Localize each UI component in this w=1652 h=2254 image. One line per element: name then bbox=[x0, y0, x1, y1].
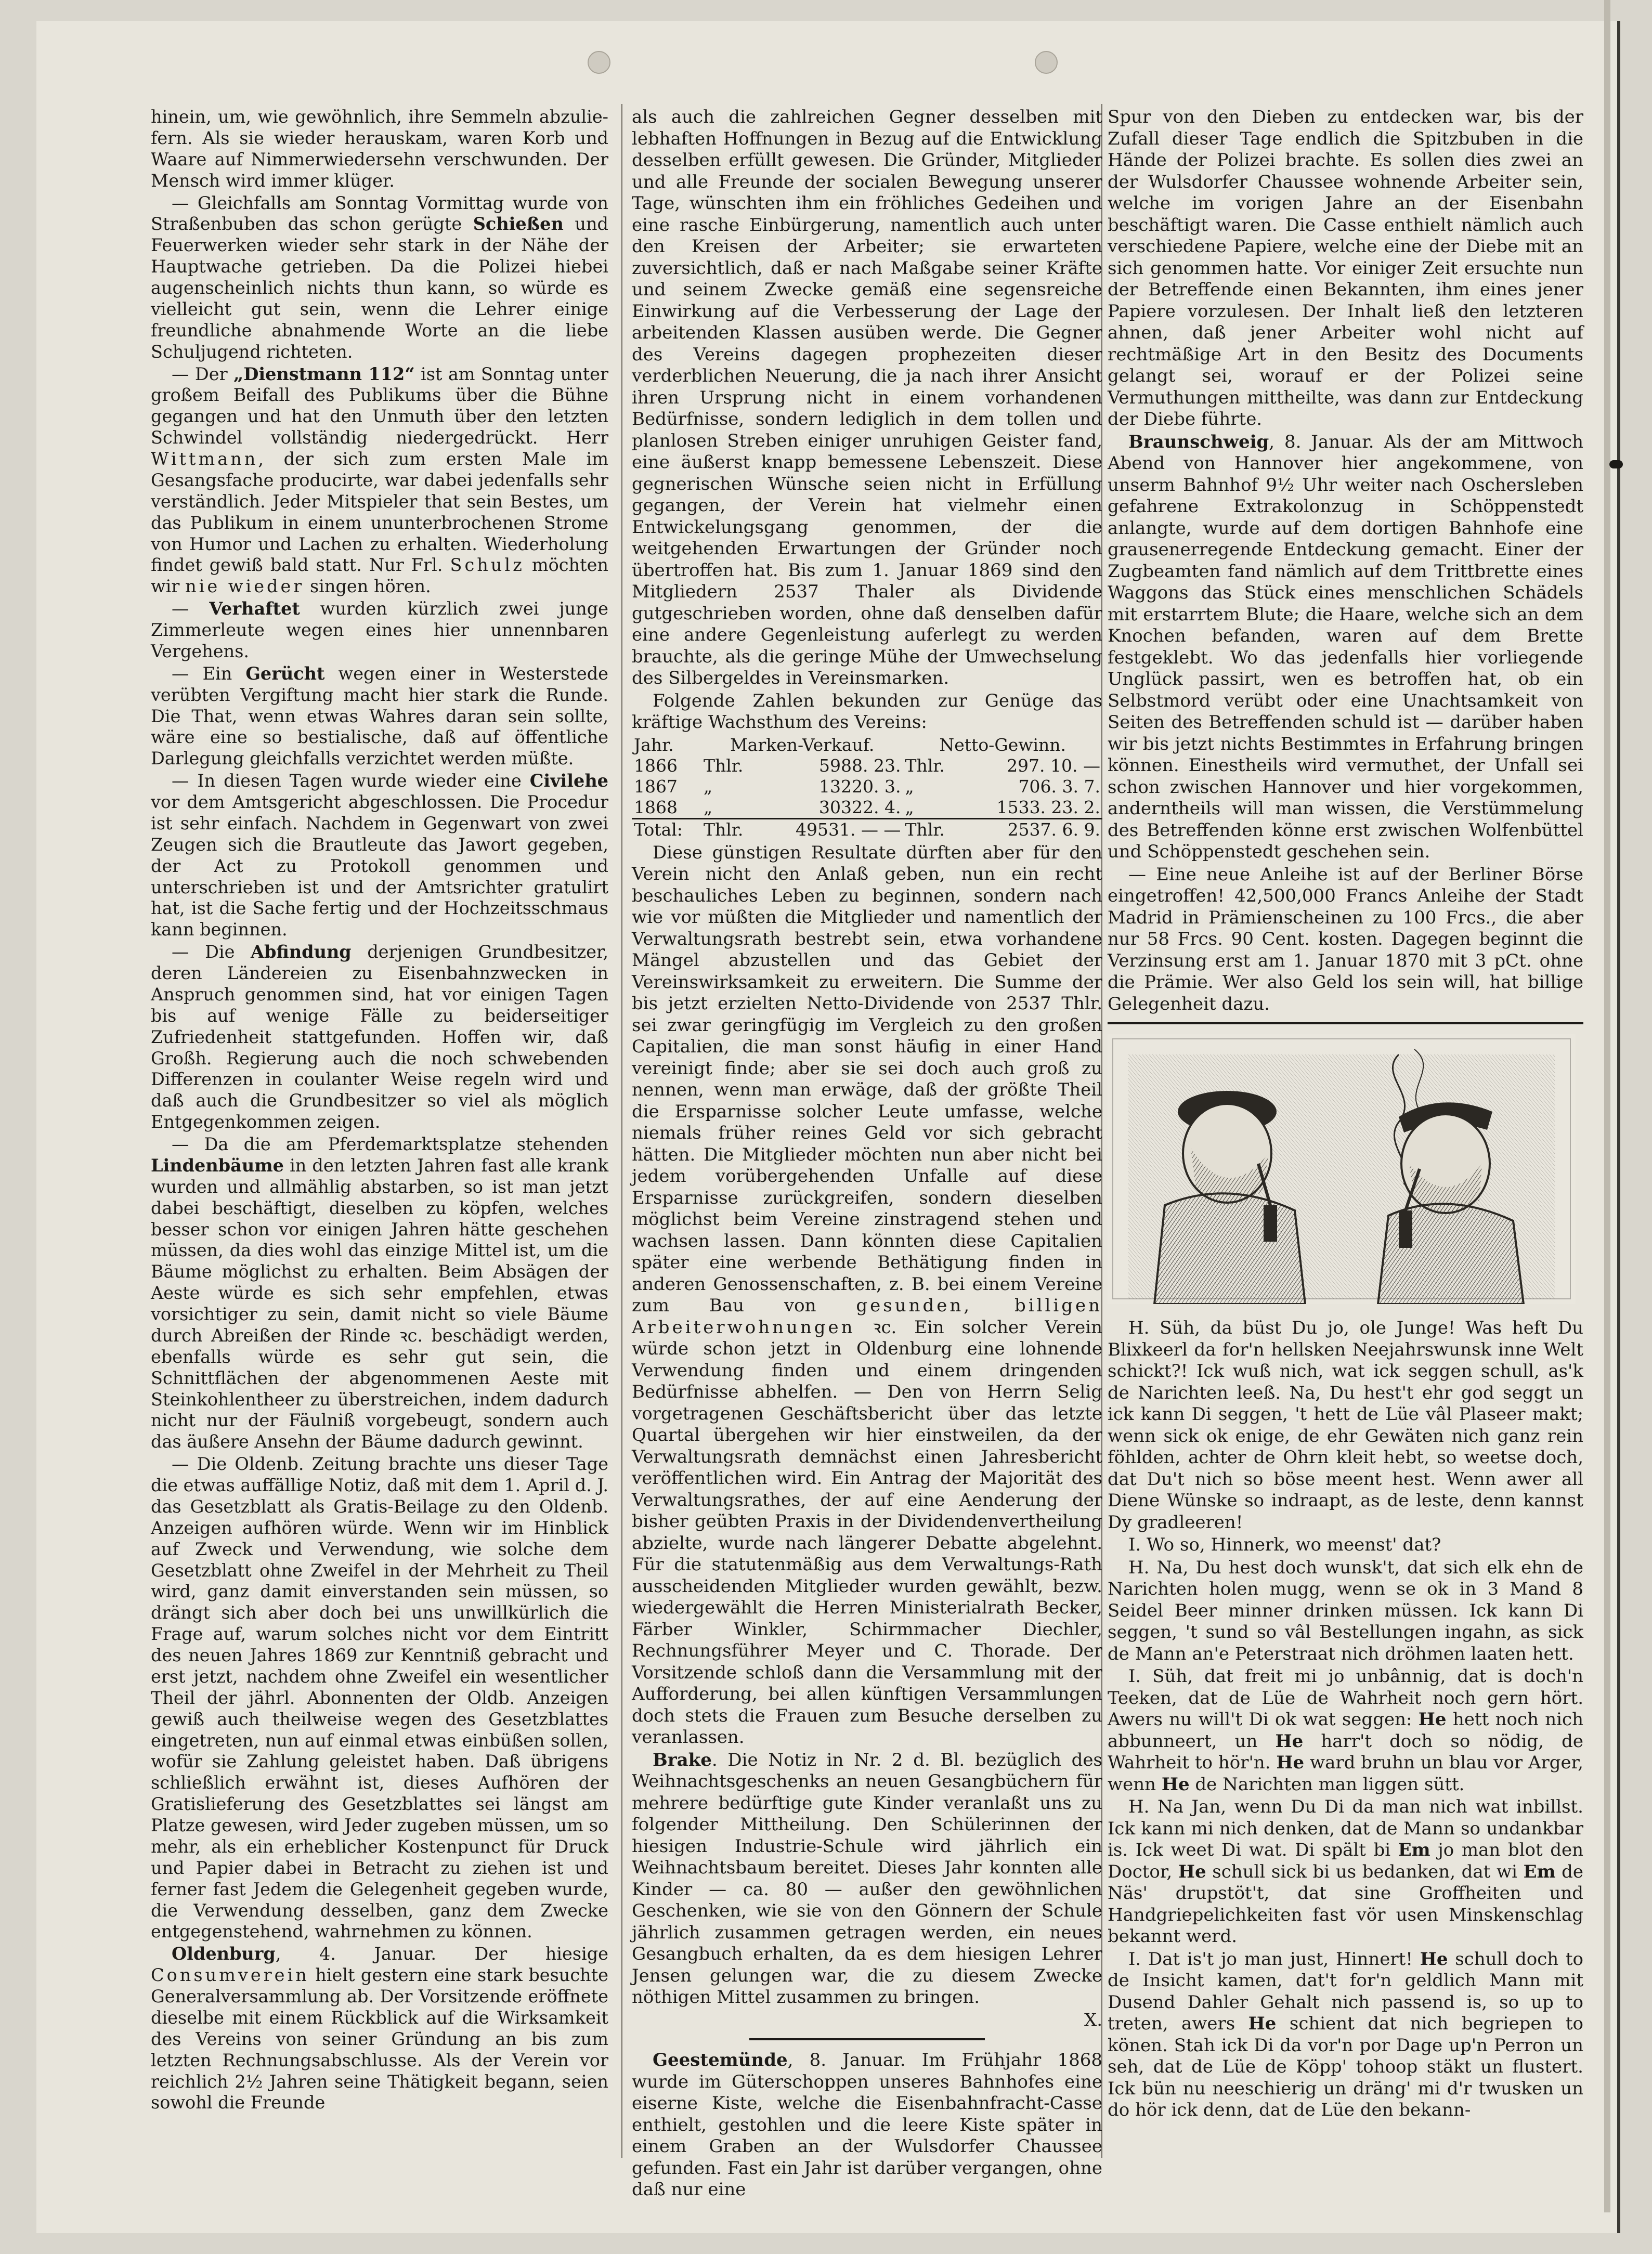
table-cell: 1866 bbox=[634, 755, 678, 776]
text: , 8. Januar. Im Frühjahr 1868 wurde im Güterschoppen unseres Bahnhofes eine eiserne Kiste, welche die Eisenbahnfracht-Casse enthielt, gestohlen und die leere Kiste später in einem Graben an der Wulsdorfer Chaussee gefunden. Fast ein Jahr ist darüber vergangen, ohne daß nur eine bbox=[632, 2050, 1102, 2200]
text: hett noch nich abbunneert, un bbox=[1108, 1709, 1583, 1752]
text: I. Süh, dat freit mi jo unbânnig, dat is doch'n Teeken, dat de Lüe de Wahrheit noch gern hört. Awers nu will't Di ok wat seggen: bbox=[1108, 1666, 1583, 1730]
text: möchten wir bbox=[151, 555, 608, 597]
dialogue-line bbox=[1108, 1796, 1583, 1948]
text: schull doch to de Insicht kamen, dat't for'n geldlich Mann mit Dusend Dahler Gehalt nich passend is, so up to treten, awers bbox=[1108, 1948, 1584, 2034]
text: — Der bbox=[172, 363, 234, 384]
paragraph: als auch die zahlreichen Gegner desselben mit lebhaften Hoffnungen in Bezug auf die Entwicklung desselben erfüllt gewesen. Die Gründer, Mitglieder und alle Freunde der socialen Bewegung unserer Tage, wünschten ihm ein fröhliches Gedeihen und eine rasche Einbürgerung, namentlich auch unter den Kreisen der Arbeiter; sie erwarteten zuversichtlich, daß er nach Maßgabe seiner Kräfte und seinem Zwecke gemäß eine segensreiche Einwirkung auf die Verbesserung der Lage der arbeitenden Klassen ausüben werde. Die Gegner des Vereins dagegen prophezeiten dieser verderblichen Neuerung, die ja nach ihrer Ansicht ihren Ursprung nicht in einem vorhandenen Bedürfnisse, sondern lediglich in dem tollen und planlosen Streben einiger unruhigen Geister fand, eine äußerst knapp bemessene Lebenszeit. Diese gegnerischen Wünsche seien nicht in Erfüllung gegangen, der Verein hat vielmehr einen Entwickelungsgang genommen, der die weitgehenden Erwartungen der Gründer noch übertroffen hat. Bis zum 1. Januar 1869 sind den Mitgliedern 2537 Thaler als Dividende gutgeschrieben worden, ohne daß denselben dafür eine andere Gegenleistung auferlegt zu werden brauchte, als die geringe Mühe der Umwechselung des Silbergeldes in Vereinsmarken. bbox=[632, 107, 1102, 688]
text: ꝛc. Ein solcher Verein würde schon jetzt in Oldenburg eine lohnende Verwendung finden und einem dringenden Bedürfnisse abhelfen. — Den von Herrn Selig vorgetragenen Geschäftsbericht über das letzte Quartal übergehen wir hier einstweilen, da der Verwaltungsrath demnächst einen Jahresbericht veröffentlichen wird. Ein Antrag der Majorität des Verwaltungsrathes, der auf eine Aenderung der bisher geübten Praxis in der Dividendenvertheilung abzielte, wurde nach längerer Debatte abgelehnt. Für die statutenmäßig aus dem Verwaltungs-Rath ausscheidenden Mitglieder wurden gewählt, bezw. wiedergewählt die Herren Ministerialrath Becker, Färber Winkler, Schirmmacher Diechler, Rechnungsführer Meyer und C. Thorade. Der Vorsitzende schloß dann die Versammlung mit der Aufforderung, bei allen künftigen Versammlungen doch stets die Frauen zum Besuche derselben zu veranlassen. bbox=[632, 1317, 1102, 1748]
table-cell: 1533. 23. 2. bbox=[996, 797, 1100, 817]
dialogue-line: H. Na, Du hest doch wunsk't, dat sich elk ehn de Narichten holen mugg, wenn se ok in 3 Mand 8 Seidel Beer minner drinken müssen. Ick kann Di seggen, 't sund so vâl Bestellungen ingahn, as sick de Mann an'e Peterstraat nich dröhmen laaten hett. bbox=[1108, 1557, 1583, 1664]
article-gesetzblatt: — Die Oldenb. Zeitung brachte uns dieser Tage die etwas auffällige Notiz, daß mit dem 1. April d. J. das Gesetzblatt als Gratis-Beilage zu den Oldenb. Anzeigen aufhören würde. Wenn wir im Hinblick auf Zweck und Verwendung, wie solche dem Gesetzblatt ohne Zweifel in der Mehrheit zu Theil wird, ganz damit einverstanden sein müssen, so drängt sich aber doch bei uns unwillkürlich die Frage auf, warum solches nicht vor dem Eintritt des neuen Jahres 1869 zur Kenntniß gebracht und erst jetzt, nachdem ohne Zweifel ein wesentlicher Theil der jährl. Abonnenten der Oldb. Anzeigen gewiß auch theilweise wegen des Gesetzblattes eingetreten, nun auf einmal etwas einbüßen sollen, wofür sie Zahlung geleistet haben. Daß übrigens schließlich erwähnt ist, dieses Aufhören der Gratislieferung des Gesetzblattes sei längst am Platze gewesen, wird Jeder zugeben müssen, um so mehr, als ein erheblicher Kostenpunct für Druck und Papier dabei in Betracht zu ziehen ist und ferner fast Jedem die Gelegenheit gegeben wurde, die Verwendung desselben, ganz dem Zwecke entgegenstehend, wahrnehmen zu können. bbox=[151, 1454, 608, 1942]
text: , 4. Januar. Der hiesige bbox=[275, 1944, 608, 1964]
engraving-illustration bbox=[1108, 1034, 1576, 1304]
dateline: Oldenburg bbox=[172, 1944, 276, 1964]
text: — In diesen Tagen wurde wieder eine bbox=[172, 771, 530, 791]
binding-hole bbox=[1035, 51, 1058, 74]
article-oldenburg bbox=[151, 1944, 608, 2114]
table-total-row bbox=[632, 818, 1102, 840]
table-cell: 1867 bbox=[634, 776, 678, 797]
binding-hole bbox=[588, 51, 610, 74]
table-cell: 297. 10. — bbox=[1007, 755, 1100, 776]
text: I. Dat is't jo man just, Hinnert! bbox=[1128, 1948, 1420, 1970]
text: vor dem Amtsgericht abgeschlossen. Die Procedur ist sehr einfach. Nachdem in Gegenwart von zwei Zeugen sich die Brautleute das Jawort gegeben, der Act zu Protokoll genommen und unterschrieben ist und der Amtsrichter gratulirt hat, ist die Sache fertig und der Hochzeitsschmaus kann beginnen. bbox=[151, 792, 608, 940]
article-abfindung bbox=[151, 942, 608, 1133]
text: wegen einer in Westerstede verübten Vergiftung macht hier stark die Runde. Die That, wenn etwas Wahres daran sein sollte, wäre eine so bestialische, daß auf öffentliche Darlegung gleichfalls verzichtet werden müßte. bbox=[151, 663, 609, 769]
column-2 bbox=[632, 107, 1102, 2202]
headword: „Dienstmann 112“ bbox=[233, 363, 415, 384]
paragraph: Spur von den Dieben zu entdecken war, bis der Zufall dieser Tage endlich die Spitzbuben in die Hände der Polizei brachte. Es sollen dies zwei an der Wulsdorfer Chaussee wohnende Arbeiter sein, welche im vorigen Jahre an der Eisenbahn beschäftigt waren. Die Casse enthielt nämlich auch verschiedene Papiere, welche eine der Diebe mit an sich genommen hatte. Vor einiger Zeit ersuchte nun der Betreffende einen Bekannten, ihm eines jener Papiere vorzulesen. Der Inhalt ließ den letzteren ahnen, daß jener Arbeiter wohl nicht auf rechtmäßige Art in den Besitz des Documents gelangt sei, worauf er der Polizei seine Vermuthungen mittheilte, was dann zur Entdeckung der Diebe führte. bbox=[1108, 107, 1583, 429]
article-civilehe bbox=[151, 771, 608, 941]
text: jo man blot den Doctor, bbox=[1108, 1840, 1583, 1882]
text: in den letzten Jahren fast alle krank wurden und allmählig abstarben, so ist man jetzt dabei beschäftigt, dieselben zu köpfen, welches besser schon vor einigen Jahren hätte geschehen müssen, da dies wohl das einzige Mittel ist, um die Bäume möglichst zu erhalten. Beim Absägen der Aeste würde es sich sehr empfehlen, etwas vorsichtiger zu sein, damit nicht so viele Bäume durch Abreißen der Rinde ꝛc. beschädigt werden, ebenfalls würde es sehr gut sein, die Schnittflächen der abgenommenen Aeste mit Steinkohlentheer zu überstreichen, indem dadurch nicht nur der Fäulniß vorgebeugt, sondern auch das äußere Ansehn der Bäume dadurch gewinnt. bbox=[151, 1155, 608, 1452]
table-cell: 5988. 23. bbox=[818, 755, 901, 776]
text: singen hören. bbox=[304, 576, 431, 597]
emphasis: He bbox=[1420, 1948, 1448, 1970]
dialogue-line: H. Süh, da büst Du jo, ole Junge! Was heft Du Blixkeerl da for'n hellsken Neejahrswunsk inne Welt schickt?! Ick wuß nich, wat ick seggen schull, as'k de Narichten leeß. Na, Du hest't ehr god seggt un ick kann Di seggen, 't hett de Lüe vâl Plaseer makt; wenn sick ok enige, de ehr Gewäten nich ganz rein föhlden, achter de Ohrn kleit hebt, so weetse doch, dat Du't nich so böse meent hest. Wenn awer all Diene Wünske so indraapt, as de leste, denn kannst Dy gradleeren! bbox=[1108, 1318, 1583, 1533]
table-cell: „ bbox=[703, 797, 713, 817]
paragraph: hinein, um, wie gewöhnlich, ihre Semmeln abzulie-fern. Als sie wieder herauskam, waren Korb und Waare auf Nimmerwiedersehn verschwunden. Der Mensch wird immer klüger. bbox=[151, 107, 608, 191]
paragraph bbox=[632, 842, 1102, 1749]
edge-tab-mark bbox=[1609, 460, 1623, 468]
divider bbox=[1108, 1022, 1583, 1024]
article-lindenbaeume bbox=[151, 1134, 608, 1453]
emphasis: gesunden, billigen Arbeiterwohnungen bbox=[632, 1295, 1103, 1338]
table-cell: „ bbox=[703, 776, 713, 797]
text: , der sich zum ersten Male im Gesangsfache producirte, war dabei jedenfalls sehr verständlich. Jeder Mitspieler that sein Bestes, um das Publikum in einem ununterbrochenen Strome von Humor und Lachen zu erhalten. Wiederholung findet gewiß bald statt. Nur Frl. bbox=[151, 449, 608, 576]
emphasis: Em bbox=[1398, 1840, 1430, 1860]
text: Diese günstigen Resultate dürften aber für den Verein nicht den Anlaß geben, nun ein recht beschauliches Leben zu beginnen, sondern nach wie vor müßten die Mitglieder und namentlich der Verwaltungsrath bestrebt sein, etwa vorhandene Mängel abzustellen und das Gebiet der Vereinswirksamkeit zu erweitern. Die Summe der bis jetzt erzielten Netto-Dividende von 2537 Thlr. sei zwar geringfügig im Vergleich zu den großen Capitalien, die man sonst häufig in einer Hand vereinigt finde; aber sie sei doch auch groß zu nennen, wenn man erwäge, daß der größte Theil die Ersparnisse solcher Leute umfasse, welche niemals früher reines Geld vor sich gebracht hätten. Die Mitglieder möchten nun aber nicht bei jedem vorübergehenden Unfalle auf diese Ersparnisse zurückgreifen, sondern dieselben möglichst beim Vereine zinstragend stehen und wachsen lassen. Dann könnten diese Capitalien später eine werbende Bethätigung finden in anderen Genossenschaften, z. B. bei einem Vereine zum Bau von bbox=[632, 842, 1102, 1316]
table-cell: Thlr. bbox=[703, 755, 744, 776]
headword: Civilehe bbox=[529, 771, 608, 791]
text: H. Na Jan, wenn Du Di da man nich wat inbillst. Ick kann mi nich denken, dat de Mann so undankbar is. Ick weet Di wat. Di spält bi bbox=[1108, 1796, 1583, 1860]
table-cell: Thlr. bbox=[905, 755, 945, 776]
table-cell: Thlr. bbox=[903, 818, 960, 840]
emphasis: Em bbox=[1523, 1861, 1556, 1882]
text: ist am Sonntag unter großem Beifall des Publikums über die Bühne gegangen und hat den Unmuth über den letzten Schwindel vollständig niedergedrückt. Herr bbox=[151, 363, 609, 448]
emphasis: He bbox=[1418, 1709, 1447, 1730]
column-1 bbox=[151, 107, 608, 2115]
dateline: Braunschweig bbox=[1128, 431, 1269, 452]
headword: Gerücht bbox=[245, 663, 325, 684]
table-row bbox=[632, 776, 1102, 797]
table-cell: 706. 3. 7. bbox=[1018, 776, 1100, 797]
text: schull sick bi us bedanken, dat wi bbox=[1206, 1861, 1524, 1882]
dateline: Brake bbox=[653, 1749, 712, 1770]
dialogue-line: I. Wo so, Hinnerk, wo meenst' dat? bbox=[1128, 1534, 1441, 1555]
text: hielt gestern eine stark besuchte Generalversammlung ab. Der Vorsitzende eröffnete dieselbe mit einem Rückblick auf die Wirksamkeit des Vereins von seiner Gründung an bis zum letzten Rechnungsabschlusse. Als der Verein vor reichlich 2½ Jahren seine Thätigkeit begann, seien sowohl die Freunde bbox=[151, 1965, 608, 2113]
article-braunschweig bbox=[1108, 432, 1583, 863]
table-header-row bbox=[632, 735, 1102, 755]
person-name: Schulz bbox=[450, 555, 525, 576]
signature: X. bbox=[1084, 2009, 1102, 2030]
text: — bbox=[172, 598, 210, 619]
divider bbox=[749, 2038, 985, 2040]
column-rule bbox=[621, 104, 622, 2158]
text: und Feuerwerken wieder sehr stark in der Nähe der Hauptwache getrieben. Da die Polizei hiebei augenscheinlich nichts thun kann, so würde es vielleicht gut sein, wenn die Lehrer einige freundliche abnahmende Worte an die liebe Schuljugend richteten. bbox=[151, 214, 608, 362]
table-cell: 30322. 4. bbox=[818, 797, 901, 817]
headword: Lindenbäume bbox=[151, 1155, 284, 1176]
article-dienstmann bbox=[151, 364, 608, 598]
text: — Gleichfalls am Sonntag Vormittag wurde von Straßenbuben das schon gerügte bbox=[151, 192, 608, 234]
article-anleihe: — Eine neue Anleihe ist auf der Berliner Börse eingetroffen! 42,500,000 Francs Anleihe der Stadt Madrid in Prämienscheinen zu 100 Frcs., die aber nur 58 Frcs. 90 Cent. kosten. Dagegen beginnt die Verzinsung erst am 1. Januar 1870 mit 3 pCt. ohne die Prämie. Wer also Geld los sein will, hat billige Gelegenheit dazu. bbox=[1108, 864, 1583, 1014]
emphasis: nie wieder bbox=[185, 576, 305, 597]
text: wurden kürzlich zwei junge Zimmerleute wegen eines hier unnennbaren Vergehens. bbox=[151, 598, 608, 661]
dialogue-line bbox=[1108, 1666, 1583, 1795]
emphasis: He bbox=[1275, 1730, 1304, 1752]
text: derjenigen Grundbesitzer, deren Ländereien zu Eisenbahnzwecken in Anspruch genommen sind, hat vor einigen Tagen bis auf wenige Fälle zu beiderseitiger Zufriedenheit stattgefunden. Hoffen wir, daß Großh. Regierung auch die noch schwebenden Differenzen in coulanter Weise regeln wird und daß auch die Grundbesitzer so viel als möglich Entgegenkommen zeigen. bbox=[151, 942, 608, 1132]
table-cell: 49531. — — bbox=[759, 818, 903, 840]
dialogue-line bbox=[1108, 1949, 1583, 2121]
article-geruecht bbox=[151, 663, 608, 770]
emphasis: Consumverein bbox=[151, 1965, 309, 1986]
headword: Verhaftet bbox=[209, 598, 300, 619]
article-verhaftet bbox=[151, 598, 608, 662]
text: — Da die am Pferdemarktsplatze stehenden bbox=[172, 1134, 608, 1154]
dateline: Geestemünde bbox=[653, 2050, 788, 2070]
consumverein-stats-table bbox=[632, 735, 1102, 840]
person-name: Wittmann bbox=[151, 449, 258, 469]
paragraph: Folgende Zahlen bekunden zur Genüge das kräftige Wachsthum des Vereins: bbox=[632, 690, 1102, 733]
article-geestemuende bbox=[632, 2050, 1102, 2201]
text: , 8. Januar. Als der am Mittwoch Abend von Hannover hier angekommene, von unserm Bahnhof 9½ Uhr weiter nach Oschersleben gefahrene Extrakolonzug in Schöppenstedt anlangte, wurde auf dem dortigen Bahnhofe eine grausenerregende Entdeckung gemacht. Einer der Zugbeamten fand nämlich auf dem Trittbrette eines Waggons das Stück eines menschlichen Schädels mit erstarrtem Blute; die Haare, welche sich an dem Knochen befanden, waren auf dem Brette festgeklebt. Wo das jedenfalls hier vorliegende Unglück passirt, wen es betroffen hat, ob ein Selbstmord verübt oder eine Unachtsamkeit von Seiten des Betreffenden schuld ist — darüber haben wir bis jetzt nichts Bestimmtes in Erfahrung bringen können. Einestheils wird vermuthet, der Unfall sei schon zwischen Hannover und hier vorgekommen, anderntheils will man wissen, die Verstümmelung des Betreffenden könne erst zwischen Wolfenbüttel und Schöppenstedt geschehen sein. bbox=[1108, 431, 1583, 862]
table-header-net: Netto-Gewinn. bbox=[939, 734, 1066, 755]
text: . Die Notiz in Nr. 2 d. Bl. bezüglich des Weihnachtsgeschenks an neuen Gesangbüchern für mehrere bedürftige gute Kinder veranlaßt uns zu folgender Mittheilung. Den Schülerinnen der hiesigen Industrie-Schule wird jährlich ein Weihnachtsbaum bereitet. Dieses Jahr konnten alle Kinder — ca. 80 — außer den gewöhnlichen Geschenken, wie sie von den Gönnern der Schule jährlich zusammen getragen werden, ein neues Gesangbuch erhalten, da es dem hiesigen Lehrer Jensen gelungen war, die zu diesem Zwecke nöthigen Mittel zusammen zu bringen. bbox=[632, 1749, 1102, 2008]
table-cell: „ bbox=[905, 797, 914, 817]
text: — Die bbox=[172, 942, 251, 962]
emphasis: He bbox=[1161, 1774, 1190, 1795]
table-cell: 13220. 3. bbox=[818, 776, 901, 797]
table-cell: Thlr. bbox=[701, 818, 759, 840]
headword: Schießen bbox=[473, 214, 564, 234]
article-brake bbox=[632, 1750, 1102, 2009]
text: — Ein bbox=[172, 663, 246, 684]
table-cell: 2537. 6. 9. bbox=[960, 818, 1102, 840]
table-cell: Total: bbox=[632, 818, 701, 840]
column-3 bbox=[1108, 107, 1583, 2122]
text: schient dat nich begriepen to könen. Stah ick Di da vor'n por Dage up'n Perron un seh, dat de Lüe de Köpp' tohoop stäkt un flustert. Ick bün nu neeschierig un dräng' mi d'r twusken un do hör ick denn, dat de Lüe den bekann- bbox=[1108, 2013, 1583, 2120]
emphasis: He bbox=[1276, 1752, 1305, 1773]
text: harr't doch so nödig, de Wahrheit to hör'n. bbox=[1108, 1730, 1583, 1773]
table-row bbox=[632, 797, 1102, 819]
two-men-smoking-icon bbox=[1108, 1034, 1576, 1304]
emphasis: He bbox=[1178, 1861, 1206, 1882]
table-row bbox=[632, 755, 1102, 776]
table-header-sales: Marken-Verkauf. bbox=[730, 734, 875, 755]
text: de Narichten man liggen sütt. bbox=[1189, 1774, 1465, 1795]
table-header-year: Jahr. bbox=[634, 734, 674, 755]
article-schiessen bbox=[151, 193, 608, 363]
emphasis: He bbox=[1248, 2013, 1277, 2034]
table-cell: „ bbox=[905, 776, 914, 797]
text: de Näs' drupstöt't, dat sine Groffheiten und Handgriepelichkeiten fast vör usen Minskenschlag bekannt werd. bbox=[1108, 1861, 1583, 1947]
table-cell: 1868 bbox=[634, 797, 678, 817]
text: ward bruhn un blau vor Arger, wenn bbox=[1108, 1752, 1583, 1795]
page-fold-edge bbox=[1604, 0, 1610, 2212]
headword: Abfindung bbox=[251, 942, 352, 962]
